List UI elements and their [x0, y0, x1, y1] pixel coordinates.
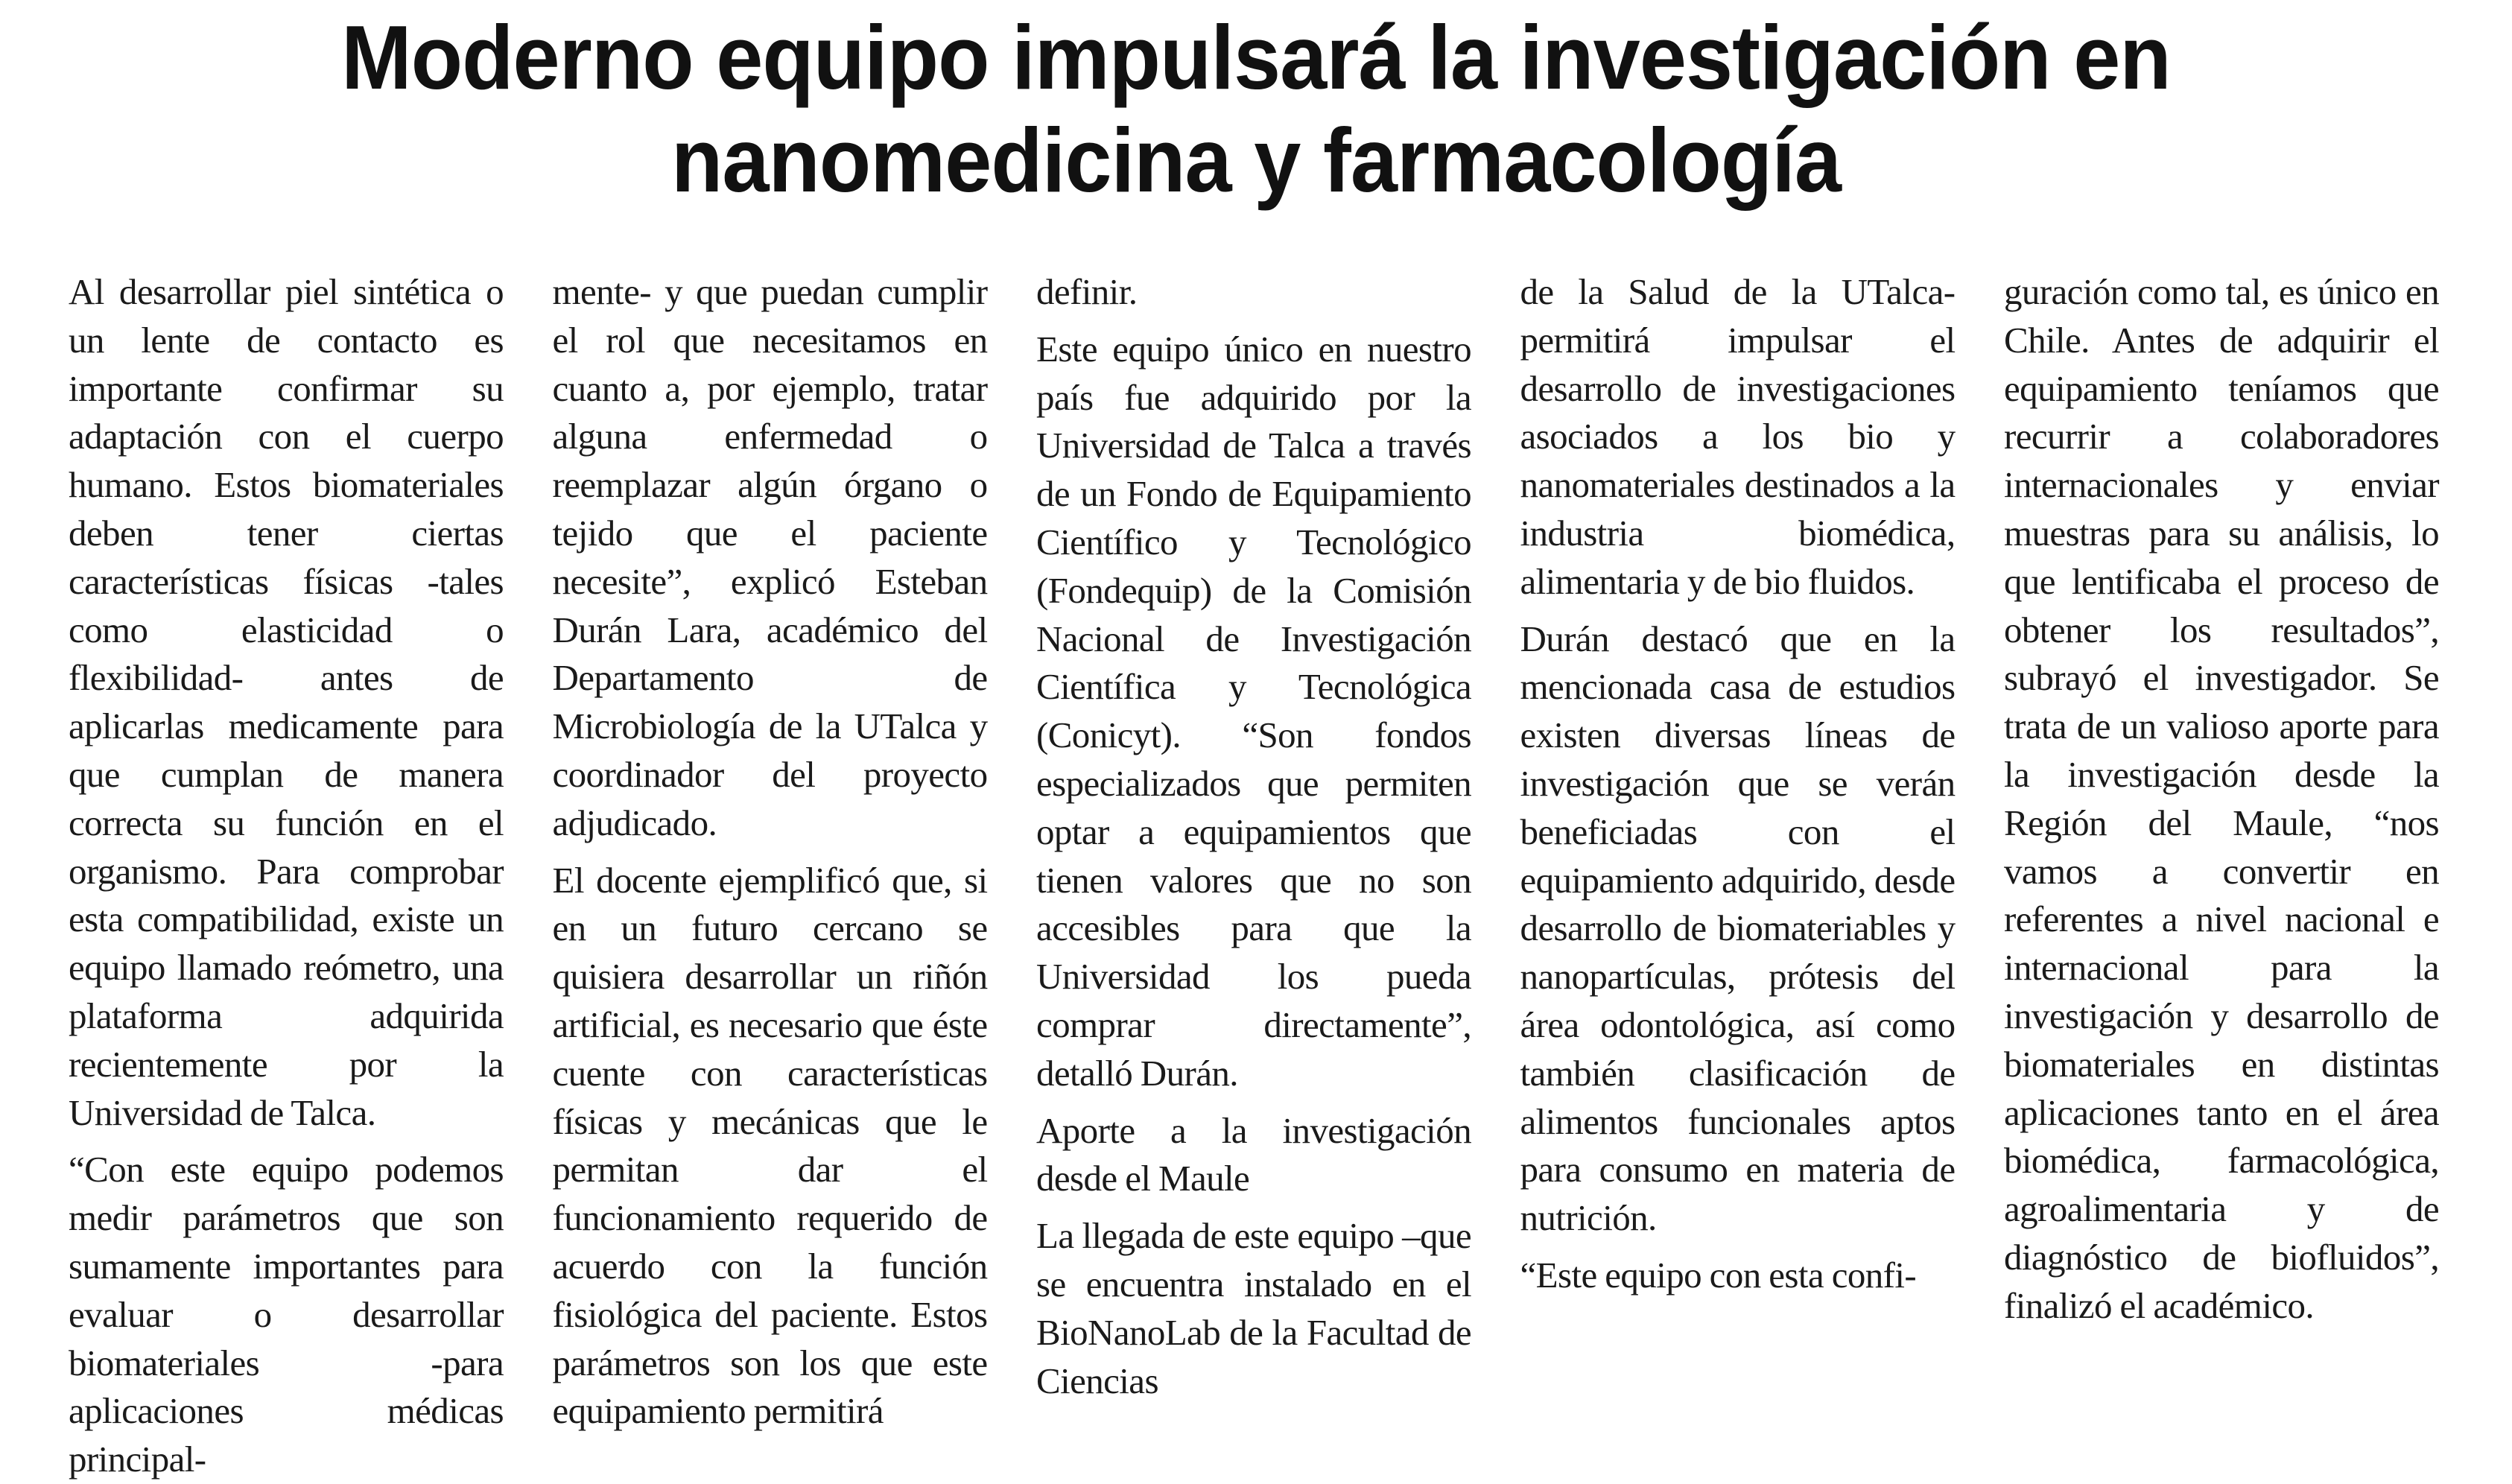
paragraph: Este equipo único en nuestro país fue adquirido por la Universidad de Talca a través de un Fondo de Equipamiento Científico y Tecnológico (Fondequip) de la Comisión Nacional de Investigación Científica y Tecnológica (Conicyt). “Son fondos especializados que permiten optar a equipamientos que tienen valores que no son accesibles para que la Universidad los pueda comprar directamente”, detalló Durán. — [1036, 328, 1471, 1094]
paragraph: La llegada de este equipo –que se encuentra instalado en el BioNanoLab de la Facultad de Ciencias — [1036, 1215, 1471, 1401]
paragraph: definir. — [1036, 271, 1138, 312]
column-3 — [1036, 268, 1471, 1401]
headline-line-1: Moderno equipo impulsará la investigación en — [341, 7, 2171, 108]
article-body — [69, 268, 2439, 1480]
paragraph: guración como tal, es único en Chile. Antes de adquirir el equipamiento teníamos que recurrir a colaboradores internacionales y enviar muestras para su análisis, lo que lentificaba el proceso de obtener los resultados”, subrayó el investigador. Se trata de un valioso aporte para la investigación desde la Región del Maule, “nos vamos a convertir en referentes a nivel nacional e internacional para la investigación y desarrollo de biomateriales en distintas aplicaciones tanto en el área biomédica, farmacológica, agroalimentaria y de diagnóstico de biofluidos”, finalizó el académico. — [2004, 271, 2439, 1326]
column-5 — [2004, 268, 2439, 1326]
paragraph: El docente ejemplificó que, si en un futuro cercano se quisiera desarrollar un riñón artificial, es necesario que éste cuente con características físicas y mecánicas que le permitan dar el funcionamiento requerido de acuerdo con la función fisiológica del paciente. Estos parámetros son los que este equipamiento permitirá — [552, 859, 988, 1432]
headline-line-2: nanomedicina y farmacología — [670, 110, 1842, 211]
paragraph: Durán destacó que en la mencionada casa de estudios existen diversas líneas de investigación que se verán beneficiadas con el equipamiento adquirido, desde desarrollo de biomateriables y nanopartículas, prótesis del área odontológica, así como también clasificación de alimentos funcionales aptos para consumo en materia de nutrición. — [1520, 618, 1956, 1239]
paragraph: “Con este equipo podemos medir parámetros que son sumamente importantes para evaluar o desarrollar biomateriales -para aplicaciones médicas principal- — [69, 1149, 504, 1480]
section-subheading: Aporte a la investigación desde el Maule — [1036, 1109, 1471, 1199]
column-2 — [552, 268, 988, 1432]
column-1 — [69, 268, 504, 1480]
paragraph: Al desarrollar piel sintética o un lente de contacto es importante confirmar su adaptación con el cuerpo humano. Estos biomateriales deben tener ciertas características físicas -tales como elasticidad o flexibilidad- antes de aplicarlas medicamente para que cumplan de manera correcta su función en el organismo. Para comprobar esta compatibilidad, existe un equipo llamado reómetro, una plataforma adquirida recientemente por la Universidad de Talca. — [69, 271, 504, 1133]
article-headline — [0, 0, 2512, 223]
column-4 — [1520, 268, 1956, 1296]
paragraph: “Este equipo con esta confi- — [1520, 1254, 1917, 1296]
paragraph: mente- y que puedan cumplir el rol que necesitamos en cuanto a, por ejemplo, tratar alguna enfermedad o reemplazar algún órgano o tejido que el paciente necesite”, explicó Esteban Durán Lara, académico del Departamento de Microbiología de la UTalca y coordinador del proyecto adjudicado. — [552, 271, 988, 843]
paragraph: de la Salud de la UTalca- permitirá impulsar el desarrollo de investigaciones asociados a los bio y nanomateriales destinados a la industria biomédica, alimentaria y de bio fluidos. — [1520, 271, 1956, 602]
